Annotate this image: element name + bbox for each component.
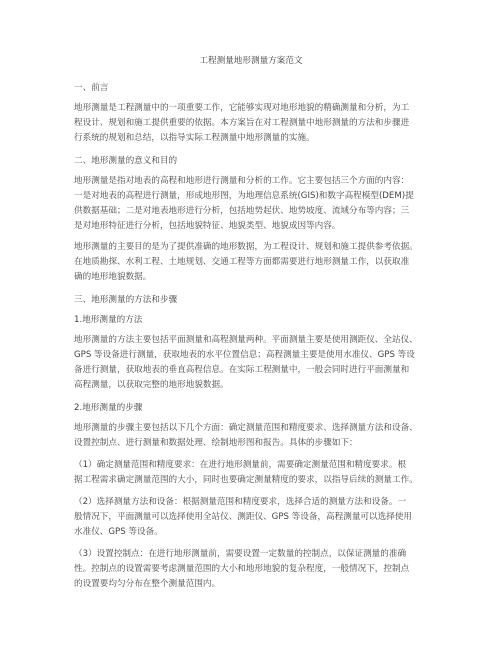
paragraph-line: 地形测量是工程测量中的一项重要工作，它能够实现对地形地貌的精确测量和分析，为工 [74,103,410,113]
paragraph-line: GPS 等设备进行测量，获取地表的水平位置信息；高程测量主要是使用水准仪、GPS 等设 [74,350,415,360]
paragraph-line: 据工程需求确定测量范围的大小，同时也要确定测量精度的要求，以指导后续的测量工作。 [74,475,418,485]
paragraph-line: 一是对地表的高程进行测量，形成地形图，为地理信息系统(GIS)和数字高程模型(DEM)提 [74,191,414,201]
paragraph-line: 行系统的规划和总结，以指导实际工程测量中地形测量的实施。 [74,133,315,143]
paragraph-line: 在地质勘探、水利工程、土地规划、交通工程等方面都需要进行地形测量工作，以获取准 [74,257,410,267]
paragraph-line: （1）确定测量范围和精度要求：在进行地形测量前，需要确定测量范围和精度要求。根 [74,460,407,470]
paragraph-line: 地形测量的步骤主要包括以下几个方面：确定测量范围和精度要求、选择测量方法和设备、 [74,423,418,433]
document-title: 工程测量地形测量方案范文 [199,56,303,66]
paragraph-line: 确的地形地貌数据。 [74,272,152,282]
paragraph-line: 地形测量的方法主要包括平面测量和高程测量两种。平面测量主要是使用测距仪、全站仪、 [74,335,418,345]
subsection-heading-methods: 1.地形测量的方法 [74,315,143,325]
paragraph-line: 般情况下，平面测量可以选择使用全站仪、测距仪、GPS 等设备，高程测量可以选择使用 [74,512,412,522]
paragraph-line: 性。控制点的设置需要考虑测量范围的大小和地形地貌的复杂程度，一般情况下，控制点 [74,564,410,574]
paragraph-line: 地形测量的主要目的是为了提供准确的地形数据，为工程设计、规划和施工提供参考依据。 [74,242,418,252]
paragraph-line: 是对地形特征进行分析，包括地貌特征、地貌类型、地貌成因等内容。 [74,221,341,231]
section-heading-methods-steps: 三、地形测量的方法和步骤 [74,295,178,305]
paragraph-line: 设置控制点、进行测量和数据处理、绘制地形图和报告。具体的步骤如下： [74,438,358,448]
paragraph-line: 备进行测量，获取地表的垂直高程信息。在实际工程测量中，一般会同时进行平面测量和 [74,365,410,375]
paragraph-line: 的设置要均匀分布在整个测量范围内。 [74,579,221,589]
subsection-heading-steps: 2.地形测量的步骤 [74,403,143,413]
paragraph-line: 水准仪、GPS 等设备。 [74,527,163,537]
section-heading-significance: 二、地形测量的意义和目的 [74,156,178,166]
paragraph-line: 程设计、规划和施工提供重要的依据。本方案旨在对工程测量中地形测量的方法和步骤进 [74,118,410,128]
paragraph-line: 供数据基础；二是对地表地形进行分析，包括地势起伏、地势坡度、流域分布等内容；三 [74,206,410,216]
paragraph-line: 地形测量是指对地表的高程和地形进行测量和分析的工作。它主要包括三个方面的内容： [74,176,410,186]
section-heading-preface: 一、前言 [74,83,109,93]
paragraph-line: （2）选择测量方法和设备：根据测量范围和精度要求，选择合适的测量方法和设备。一 [74,497,407,507]
paragraph-line: 高程测量，以获取完整的地形地貌数据。 [74,380,229,390]
paragraph-line: （3）设置控制点：在进行地形测量前，需要设置一定数量的控制点，以保证测量的准确 [74,549,407,559]
